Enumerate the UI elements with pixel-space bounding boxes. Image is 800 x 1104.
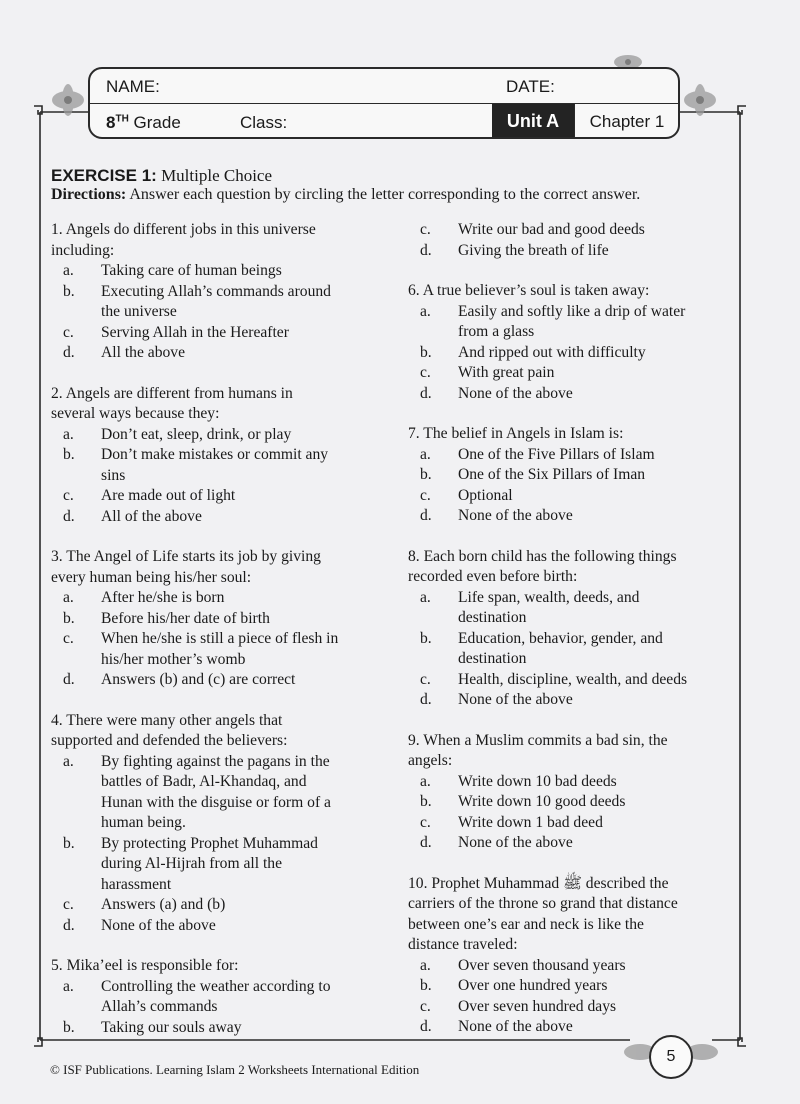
option-text-line: None of the above — [458, 834, 573, 851]
option-letter: a. — [63, 589, 74, 606]
question-stem-line: 8. Each born child has the following things — [408, 547, 677, 565]
option-letter: d. — [420, 507, 432, 524]
answer-option[interactable] — [51, 609, 381, 630]
header-row-grade-class — [90, 104, 678, 139]
questions-column-right — [408, 220, 743, 1038]
answer-option[interactable] — [408, 486, 743, 507]
directions-label: Directions: — [51, 186, 127, 203]
option-text — [101, 588, 381, 609]
option-text — [101, 1018, 381, 1039]
option-text — [101, 445, 381, 486]
question-stem-line: carriers of the throne so grand that distance — [408, 895, 678, 912]
question — [51, 711, 381, 937]
answer-option[interactable] — [51, 261, 381, 282]
option-letter: a. — [63, 262, 74, 279]
option-letter: d. — [420, 384, 432, 402]
option-text — [458, 670, 743, 691]
answer-option[interactable] — [408, 588, 743, 629]
option-letter: c. — [420, 813, 431, 831]
exercise-title — [51, 166, 272, 186]
option-text-line: Executing Allah’s commands around — [101, 282, 331, 300]
option-text — [458, 813, 743, 834]
option-text-line: When he/she is still a piece of flesh in — [101, 630, 339, 647]
option-text-line: Controlling the weather according to — [101, 977, 331, 995]
question-stem-line: between one’s ear and neck is like the — [408, 915, 644, 933]
exercise-title-rest: Multiple Choice — [161, 166, 273, 185]
option-letter: c. — [420, 997, 431, 1015]
option-letter: c. — [420, 221, 431, 238]
option-text — [458, 833, 743, 854]
option-text — [101, 834, 381, 896]
option-text-line: Serving Allah in the Hereafter — [101, 323, 289, 341]
answer-option[interactable] — [51, 323, 381, 344]
option-letter: d. — [420, 241, 432, 259]
option-text-line: None of the above — [101, 916, 216, 934]
answer-option[interactable] — [408, 343, 743, 364]
option-text — [458, 445, 743, 466]
option-text — [458, 220, 743, 241]
option-text — [101, 916, 381, 937]
option-text-line: Answers (b) and (c) are correct — [101, 671, 296, 688]
option-text-line: Easily and softly like a drip of water — [458, 302, 686, 320]
question — [408, 547, 743, 711]
answer-option[interactable] — [51, 629, 381, 670]
answer-option[interactable] — [51, 343, 381, 364]
option-text-line: With great pain — [458, 364, 555, 381]
answer-option[interactable] — [51, 507, 381, 528]
option-text-line: sins — [101, 466, 126, 484]
option-text-line: Optional — [458, 486, 513, 504]
option-text-line: Don’t make mistakes or commit any — [101, 446, 329, 463]
question-stem-line: distance traveled: — [408, 936, 518, 953]
option-text — [101, 343, 381, 364]
option-letter: c. — [420, 670, 431, 688]
option-letter: b. — [63, 282, 75, 300]
question-stem-line: 10. Prophet Muhammad ﷺ described the — [408, 874, 669, 892]
answer-option[interactable] — [408, 833, 743, 854]
answer-option[interactable] — [51, 588, 381, 609]
answer-option[interactable] — [408, 772, 743, 793]
option-text — [458, 792, 743, 813]
answer-option[interactable] — [51, 425, 381, 446]
question — [51, 956, 381, 1038]
option-text-line: After he/she is born — [101, 589, 225, 606]
grade-word: Grade — [133, 113, 181, 132]
question-stem-line: 6. A true believer’s soul is taken away: — [408, 282, 650, 299]
option-text — [101, 895, 381, 916]
option-letter: a. — [420, 302, 431, 320]
answer-option[interactable] — [408, 220, 743, 241]
option-text — [101, 629, 381, 670]
answer-option[interactable] — [408, 241, 743, 262]
header-row-name-date — [90, 69, 678, 104]
questions-column-left — [51, 220, 381, 1038]
answer-option[interactable] — [51, 916, 381, 937]
option-text-line: battles of Badr, Al-Khandaq, and — [101, 773, 307, 790]
option-text — [101, 609, 381, 630]
option-text-line: None of the above — [458, 384, 573, 402]
answer-option[interactable] — [51, 834, 381, 896]
option-text — [458, 956, 743, 977]
question — [51, 220, 381, 364]
question — [51, 547, 381, 691]
grade-number: 8 — [106, 113, 116, 132]
option-text-line: Allah’s commands — [101, 998, 218, 1015]
option-text — [458, 976, 743, 997]
answer-option[interactable] — [408, 629, 743, 670]
option-letter: a. — [420, 772, 431, 790]
option-text — [458, 506, 743, 527]
option-letter: b. — [420, 466, 432, 483]
answer-option[interactable] — [408, 813, 743, 834]
question-stem-line: including: — [51, 241, 115, 259]
answer-option[interactable] — [408, 1017, 743, 1038]
name-label: NAME: — [106, 77, 160, 96]
answer-option[interactable] — [408, 690, 743, 711]
option-letter: c. — [63, 487, 74, 504]
option-letter: b. — [63, 446, 75, 463]
answer-option[interactable] — [408, 670, 743, 691]
option-text — [458, 465, 743, 486]
option-text-line: harassment — [101, 875, 172, 893]
question-stem-line: angels: — [408, 752, 453, 769]
answer-option[interactable] — [51, 486, 381, 507]
answer-option[interactable] — [408, 465, 743, 486]
option-text — [458, 363, 743, 384]
option-letter: a. — [420, 445, 431, 463]
grade-label — [106, 113, 181, 133]
option-text-line: during Al-Hijrah from all the — [101, 855, 283, 872]
option-text-line: None of the above — [458, 1018, 573, 1035]
answer-option[interactable] — [51, 977, 381, 1018]
option-text — [458, 997, 743, 1018]
option-text — [458, 629, 743, 670]
question-stem-line: several ways because they: — [51, 405, 220, 422]
option-letter: b. — [63, 609, 75, 627]
question-stem-line: recorded even before birth: — [408, 568, 578, 585]
question — [408, 874, 743, 1038]
option-letter: d. — [63, 507, 75, 525]
option-text-line: Over one hundred years — [458, 977, 608, 994]
answer-option[interactable] — [408, 302, 743, 343]
option-text — [101, 977, 381, 1018]
option-text-line: Hunan with the disguise or form of a — [101, 793, 331, 811]
option-text — [458, 486, 743, 507]
option-text — [101, 486, 381, 507]
question-stem-line: 1. Angels do different jobs in this universe — [51, 221, 316, 238]
option-text — [458, 1017, 743, 1038]
option-text-line: All the above — [101, 344, 186, 361]
option-text-line: By protecting Prophet Muhammad — [101, 834, 318, 852]
option-text-line: Over seven hundred days — [458, 997, 617, 1015]
answer-option[interactable] — [51, 895, 381, 916]
option-text-line: destination — [458, 650, 527, 667]
option-text-line: Write down 1 bad deed — [458, 813, 603, 831]
answer-option[interactable] — [408, 363, 743, 384]
chapter-label: Chapter 1 — [574, 104, 679, 139]
option-text-line: Answers (a) and (b) — [101, 896, 226, 913]
question-stem-line: 5. Mika’eel is responsible for: — [51, 957, 239, 974]
option-letter: d. — [63, 344, 75, 361]
grade-suffix: TH — [115, 113, 129, 125]
date-label: DATE: — [506, 77, 555, 96]
question-stem-line: 4. There were many other angels that — [51, 711, 283, 729]
answer-option[interactable] — [408, 445, 743, 466]
option-text-line: destination — [458, 609, 527, 626]
answer-option[interactable] — [408, 956, 743, 977]
option-text-line: None of the above — [458, 691, 573, 708]
directions — [51, 186, 640, 204]
option-letter: c. — [63, 896, 74, 913]
option-text-line: By fighting against the pagans in the — [101, 752, 330, 770]
question-stem-line: supported and defended the believers: — [51, 732, 288, 749]
copyright-footer: © ISF Publications. Learning Islam 2 Worksheets International Edition — [50, 1062, 420, 1077]
option-text-line: Over seven thousand years — [458, 956, 626, 974]
option-text — [101, 670, 381, 691]
option-text-line: human being. — [101, 814, 186, 831]
answer-option[interactable] — [408, 384, 743, 405]
option-letter: a. — [420, 956, 431, 974]
option-text-line: Write down 10 bad deeds — [458, 772, 617, 790]
option-text — [101, 323, 381, 344]
answer-option[interactable] — [51, 1018, 381, 1039]
option-letter: c. — [420, 364, 431, 381]
question-stem-line: 2. Angels are different from humans in — [51, 384, 293, 402]
option-text-line: One of the Five Pillars of Islam — [458, 445, 655, 463]
option-text — [458, 302, 743, 343]
question — [51, 384, 381, 528]
question-stem-line: 9. When a Muslim commits a bad sin, the — [408, 731, 668, 749]
option-letter: d. — [63, 671, 75, 688]
option-text-line: And ripped out with difficulty — [458, 343, 646, 361]
question — [408, 731, 743, 854]
answer-option[interactable] — [51, 282, 381, 323]
option-text-line: All of the above — [101, 507, 202, 525]
option-text — [458, 384, 743, 405]
option-letter: c. — [63, 323, 74, 341]
answer-option[interactable] — [408, 976, 743, 997]
class-label: Class: — [240, 113, 288, 132]
option-letter: b. — [63, 834, 75, 852]
option-text — [458, 343, 743, 364]
option-text-line: None of the above — [458, 507, 573, 524]
question — [408, 281, 743, 404]
option-letter: b. — [420, 343, 432, 361]
option-text-line: his/her mother’s womb — [101, 650, 246, 668]
question — [408, 220, 743, 261]
option-letter: c. — [420, 486, 431, 504]
option-text-line: Write down 10 good deeds — [458, 793, 626, 810]
question-stem-line: every human being his/her soul: — [51, 568, 252, 586]
option-text — [458, 772, 743, 793]
answer-option[interactable] — [51, 445, 381, 486]
option-text — [101, 507, 381, 528]
answer-option[interactable] — [51, 670, 381, 691]
answer-option[interactable] — [408, 506, 743, 527]
directions-text: Answer each question by circling the letter corresponding to the correct answer. — [129, 186, 641, 203]
option-text-line: Write our bad and good deeds — [458, 221, 645, 238]
option-letter: a. — [63, 425, 74, 443]
option-text-line: Don’t eat, sleep, drink, or play — [101, 425, 292, 443]
option-text-line: Giving the breath of life — [458, 241, 609, 259]
option-letter: d. — [420, 1018, 432, 1035]
option-text-line: Life span, wealth, deeds, and — [458, 588, 640, 606]
option-letter: b. — [420, 793, 432, 810]
answer-option[interactable] — [408, 997, 743, 1018]
option-text-line: Before his/her date of birth — [101, 609, 270, 627]
option-letter: d. — [420, 834, 432, 851]
option-letter: b. — [420, 977, 432, 994]
option-text-line: Taking our souls away — [101, 1018, 242, 1036]
option-text — [101, 752, 381, 834]
option-text-line: One of the Six Pillars of Iman — [458, 466, 646, 483]
option-text-line: Taking care of human beings — [101, 262, 282, 279]
option-text — [458, 241, 743, 262]
answer-option[interactable] — [408, 792, 743, 813]
exercise-title-bold: EXERCISE 1: — [51, 166, 157, 185]
option-text-line: Health, discipline, wealth, and deeds — [458, 670, 688, 688]
unit-badge: Unit A — [492, 104, 574, 139]
option-text-line: the universe — [101, 303, 177, 320]
worksheet-header — [88, 67, 680, 139]
option-text — [101, 282, 381, 323]
option-letter: b. — [63, 1018, 75, 1036]
option-text-line: Education, behavior, gender, and — [458, 629, 663, 647]
question-stem-line: 3. The Angel of Life starts its job by giving — [51, 548, 321, 565]
option-text-line: Are made out of light — [101, 487, 236, 504]
answer-option[interactable] — [51, 752, 381, 834]
option-letter: c. — [63, 630, 74, 647]
option-letter: a. — [63, 977, 74, 995]
option-text — [458, 690, 743, 711]
option-text — [458, 588, 743, 629]
page-number: 5 — [649, 1035, 693, 1079]
option-letter: a. — [63, 752, 74, 770]
option-letter: d. — [63, 916, 75, 934]
option-letter: d. — [420, 691, 432, 708]
option-text — [101, 425, 381, 446]
option-text — [101, 261, 381, 282]
option-text-line: from a glass — [458, 323, 535, 340]
question-stem-line: 7. The belief in Angels in Islam is: — [408, 425, 624, 442]
option-letter: a. — [420, 588, 431, 606]
option-letter: b. — [420, 629, 432, 647]
question — [408, 424, 743, 527]
